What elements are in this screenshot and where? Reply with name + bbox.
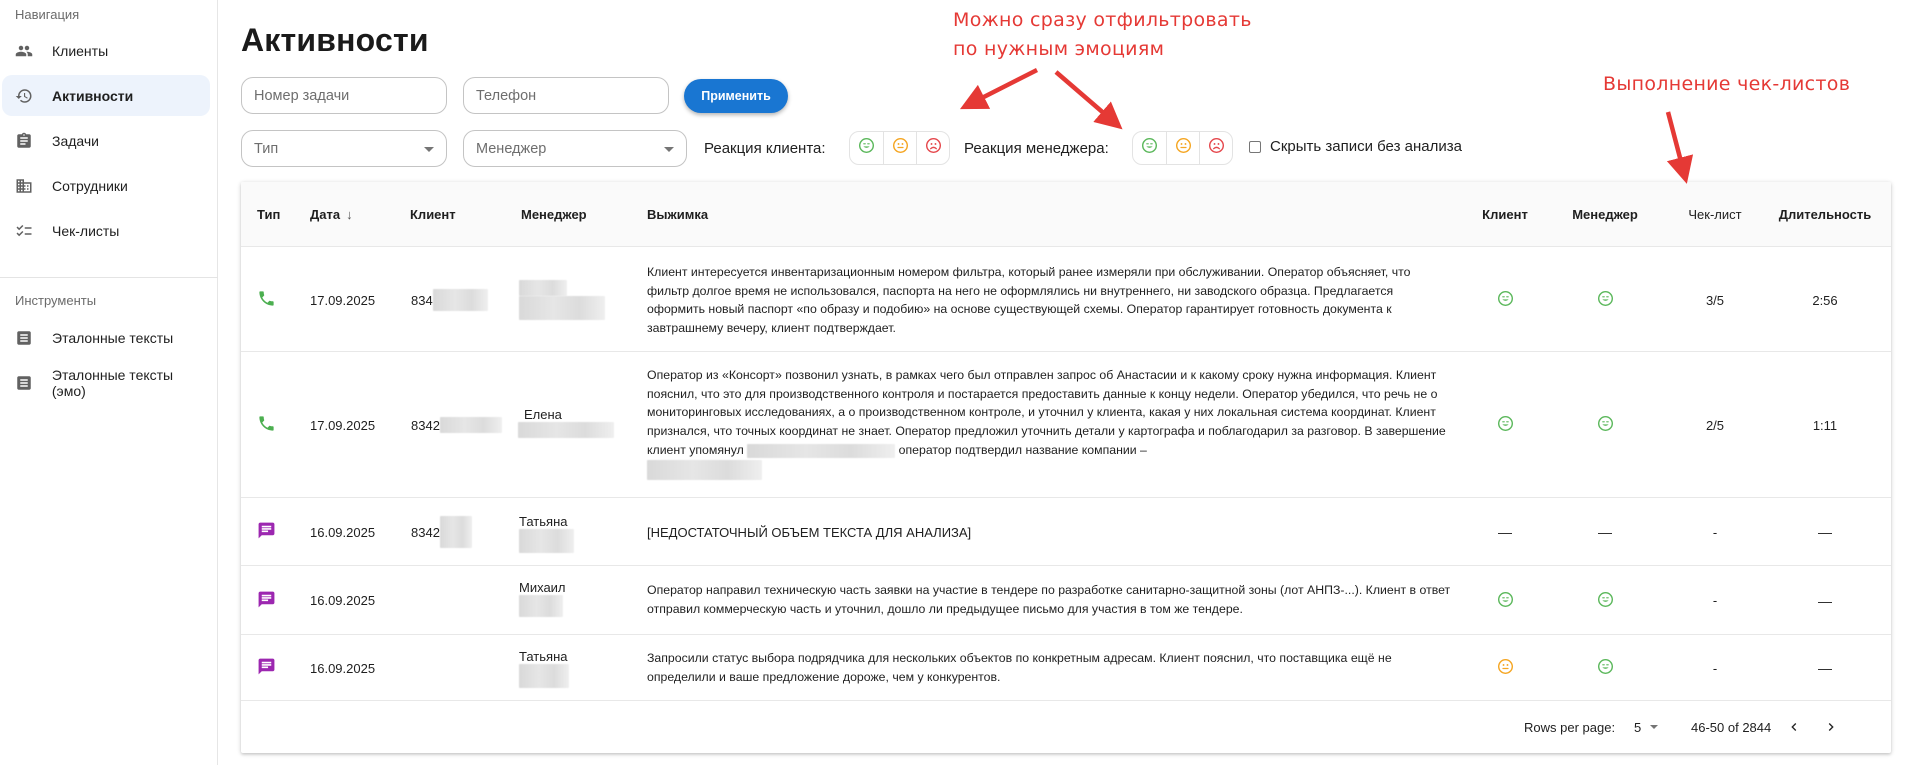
row-duration: — [1818,524,1832,540]
row-duration: — [1818,660,1832,676]
sidebar-item-employees[interactable] [2,165,210,206]
client-emotion-empty: — [1498,524,1512,540]
client-reaction-negative-button[interactable] [916,132,949,164]
column-header-summary: Выжимка [647,207,709,222]
row-date: 17.09.2025 [310,417,376,433]
filter-annotation [953,6,1252,64]
row-duration: 1:11 [1812,417,1838,433]
row-checklist: 3/5 [1705,292,1725,308]
redacted-block [519,595,563,617]
column-header-client: Клиент [410,207,456,222]
column-header-date[interactable] [310,182,353,247]
table-row[interactable] [241,352,1891,498]
clipboard-icon [14,131,34,151]
checklist-annotation: Выполнение чек-листов [1603,73,1851,95]
row-manager [519,514,574,553]
manager-reaction-label: Реакция менеджера: [964,140,1109,157]
manager-emotion-empty: — [1598,524,1612,540]
redacted-block [747,444,895,458]
redacted-block [440,516,472,548]
client-phone-prefix: 8342 [411,524,440,540]
previous-page-button[interactable] [1786,701,1802,753]
type-select-placeholder: Тип [254,140,279,157]
chevron-left-icon [1786,719,1802,735]
row-checklist: - [1712,593,1718,608]
row-checklist: - [1712,660,1718,676]
apply-button[interactable]: Применить [684,79,788,113]
sidebar-item-label: Задачи [52,132,100,149]
client-emotion-icon [1455,352,1555,498]
summary-text: оператор подтвердил название компании – [895,442,1147,457]
column-header-client-emotion: Клиент [1482,207,1528,222]
arrow-to-client-reaction-icon [970,70,1037,104]
row-date: 17.09.2025 [310,292,376,308]
task-number-input[interactable] [241,77,447,114]
client-emotion-icon [1455,635,1555,701]
chevron-down-icon [664,147,674,152]
column-header-duration: Длительность [1778,207,1872,222]
redacted-block [519,280,567,296]
history-icon [14,86,34,106]
message-icon [257,635,276,701]
nav-section-label: Навигация [15,7,80,22]
hide-unanalyzed-checkbox[interactable] [1249,138,1462,155]
page-title: Активности [241,22,429,58]
column-header-checklist: Чек-лист [1688,207,1742,222]
row-manager [519,580,566,617]
sidebar-item-label: Активности [52,87,134,104]
chevron-right-icon [1823,719,1839,735]
chevron-down-icon [424,147,434,152]
manager-emotion-icon [1555,248,1655,352]
row-summary: [НЕДОСТАТОЧНЫЙ ОБЪЕМ ТЕКСТА ДЛЯ АНАЛИЗА] [647,524,972,540]
table-row[interactable] [241,248,1891,352]
row-summary: Клиент интересуется инвентаризационным номером фильтра, который ранее измеряли при обслуживании. Оператор объясняет, что фильтр долгое время не использовался, паспорта на него не оформлялись ни внутреннего, ни заводского образца. Предлагается оформить новый паспорт «по образу и подобию» на основе существующей схемы. Оператор гарантирует готовность документа к завтрашнему вечеру, клиент подтверждает. [647,265,1411,336]
phone-input[interactable] [463,77,669,114]
filter-annotation-line1: Можно сразу отфильтровать [953,9,1252,31]
manager-emotion-icon [1555,635,1655,701]
row-client [411,498,472,566]
sidebar-item-label: Сотрудники [52,177,128,194]
client-reaction-positive-button[interactable] [850,132,883,164]
client-emotion-icon [1455,248,1555,352]
sidebar-item-label: Чек-листы [52,222,120,239]
filter-annotation-line2: по нужным эмоциям [953,38,1165,60]
building-icon [14,176,34,196]
manager-reaction-negative-button[interactable] [1199,132,1232,164]
sidebar-divider [0,277,218,278]
next-page-button[interactable] [1823,701,1839,753]
sidebar-item-label: Эталонные тексты [52,329,174,346]
smile-icon [858,137,875,159]
row-date: 16.09.2025 [310,593,376,608]
people-icon [14,41,34,61]
row-client [411,248,488,352]
column-header-manager-emotion: Менеджер [1572,207,1638,222]
column-header-date-label: Дата [310,207,341,222]
manager-reaction-neutral-button[interactable] [1166,132,1199,164]
row-manager [518,407,614,438]
row-duration: 2:56 [1812,292,1838,308]
client-phone-prefix: 834 [411,292,433,308]
manager-select-placeholder: Менеджер [476,140,547,157]
manager-name: Татьяна [519,514,568,529]
row-summary: Запросили статус выбора подрядчика для нескольких объектов по конкретным адресам. Клиент пояснил, что поставщика ещё не определили и ваше предложение дороже, чем у конкурентов. [647,651,1392,684]
message-icon [257,566,276,635]
row-date: 16.09.2025 [310,524,376,540]
sidebar-item-activities[interactable] [2,75,210,116]
smile-icon [1141,137,1158,159]
rows-per-page-value: 5 [1634,719,1642,735]
table-row[interactable] [241,498,1891,566]
client-reaction-filter [849,131,950,165]
chevron-down-icon [1650,725,1658,729]
manager-reaction-filter [1132,131,1233,165]
sad-face-icon [1208,137,1225,159]
summary-text: Оператор из «Консорт» позвонил узнать, в рамках чего был отправлен запрос об Анастасии и к какому сроку нужна информация. Клиент пояснил, что это для производственного контроля и постарается предоставить данные к концу недели. Оператор убедился, что речь не о мониторинговых исследованиях, а о производственном контроле, и уточнил у клиента, какая у них локальная система координат. Клиент признался, что точных координат не знает. Оператор предложил уточнить детали у картографа и поблагодарил за разговор. В завершение клиент упомянул [647,368,1446,457]
table-pagination [241,701,1891,753]
hide-unanalyzed-label: Скрыть записи без анализа [1270,138,1462,155]
row-checklist: - [1712,524,1718,540]
sort-arrow-down-icon[interactable]: ↓ [346,207,353,222]
column-header-manager: Менеджер [521,207,587,222]
manager-emotion-icon [1555,566,1655,635]
manager-reaction-positive-button[interactable] [1133,132,1166,164]
sidebar-item-reference-texts-emo[interactable] [2,362,210,403]
row-summary: Оператор направил техническую часть заявки на участие в тендере по разработке санитарно-защитной зоны (лот АНПЗ-...). Клиент в ответ отправил коммерческую часть и уточнил, дошло ли предыдущее письмо для участия в том же тендере. [647,583,1451,616]
neutral-face-icon [892,137,909,159]
checklist-icon [14,221,34,241]
row-date: 16.09.2025 [310,660,376,676]
document-icon [14,328,34,348]
manager-select[interactable] [463,130,687,167]
sidebar-item-label: Эталонные тексты (эмо) [51,366,174,399]
sidebar-item-clients[interactable] [2,30,210,71]
activities-table [241,182,1891,753]
pagination-range: 46-50 of 2844 [1691,719,1772,735]
arrow-to-checklist-column-icon [1668,112,1684,173]
client-emotion-icon [1455,566,1555,635]
redacted-block [440,417,502,433]
row-manager [519,649,569,688]
redacted-block [519,529,574,553]
type-select[interactable] [241,130,447,167]
checkbox-box[interactable] [1249,141,1261,153]
client-reaction-label: Реакция клиента: [704,140,826,157]
manager-name: Татьяна [519,649,568,664]
column-header-type: Тип [257,207,281,222]
phone-icon [257,248,276,352]
redacted-block [519,296,605,320]
table-row[interactable] [241,566,1891,635]
row-client [411,352,502,498]
row-checklist: 2/5 [1705,417,1725,433]
message-icon [257,498,276,566]
arrow-to-manager-reaction-icon [1056,72,1114,122]
rows-per-page-label: Rows per page: [1524,719,1616,735]
sidebar [0,0,218,765]
row-manager [519,280,605,320]
tools-section-label: Инструменты [15,293,97,308]
manager-name: Елена [524,407,562,422]
phone-icon [257,352,276,498]
sidebar-item-label: Клиенты [52,42,109,59]
row-summary [647,366,1452,480]
manager-name: Михаил [519,580,566,595]
table-row[interactable] [241,635,1891,701]
redacted-block [647,460,762,480]
client-reaction-neutral-button[interactable] [883,132,916,164]
rows-per-page-select[interactable] [1634,701,1658,753]
sidebar-item-tasks[interactable] [2,120,210,161]
sidebar-item-checklists[interactable] [2,210,210,251]
redacted-block [519,664,569,688]
table-header [241,182,1891,247]
sad-face-icon [925,137,942,159]
manager-emotion-icon [1555,352,1655,498]
redacted-block [518,422,614,438]
row-duration: — [1818,592,1832,609]
document-icon [14,373,34,393]
client-phone-prefix: 8342 [411,417,440,433]
redacted-block [433,289,488,311]
sidebar-item-reference-texts[interactable] [2,317,210,358]
neutral-face-icon [1175,137,1192,159]
